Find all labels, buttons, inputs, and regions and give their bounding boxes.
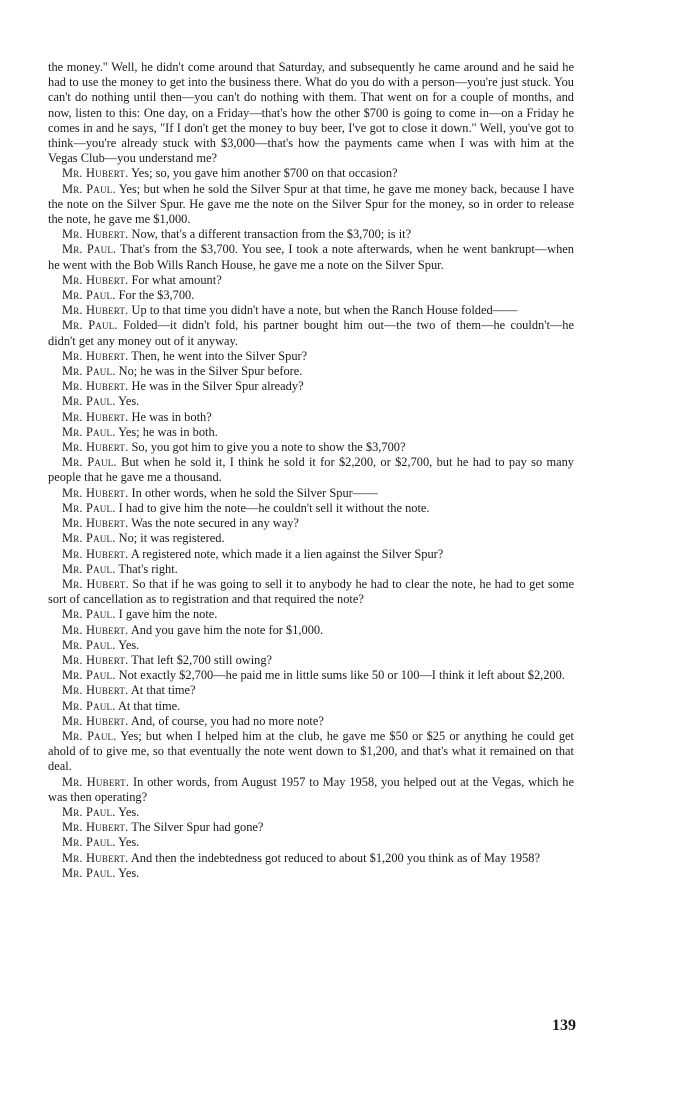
- speech-text: Then, he went into the Silver Spur?: [131, 348, 308, 363]
- speech-text: So that if he was going to sell it to anybody he had to clear the note, he had to get some sort of cancellation as to registration and that required the note?: [48, 576, 574, 607]
- speech-text: Yes.: [118, 865, 140, 880]
- speaker-name: Mr. Paul.: [62, 728, 117, 743]
- testimony-paragraph: [48, 273, 574, 288]
- speaker-name: Mr. Hubert.: [62, 440, 129, 455]
- speech-text: That's right.: [118, 561, 178, 576]
- testimony-paragraph: [48, 653, 574, 668]
- speech-text: For the $3,700.: [118, 288, 195, 303]
- speech-text: And, of course, you had no more note?: [130, 713, 324, 728]
- speech-text: No; he was in the Silver Spur before.: [118, 364, 303, 379]
- speaker-name: Mr. Hubert.: [62, 622, 129, 637]
- speech-text: That left $2,700 still owing?: [131, 652, 273, 667]
- testimony-paragraph: [48, 775, 574, 805]
- speech-text: A registered note, which made it a lien against the Silver Spur?: [130, 546, 444, 561]
- testimony-paragraph: [48, 577, 574, 607]
- speech-text: So, you got him to give you a note to show the $3,700?: [131, 440, 406, 455]
- testimony-paragraph: [48, 683, 574, 698]
- testimony-paragraph: [48, 318, 574, 348]
- speaker-name: Mr. Hubert.: [62, 348, 129, 363]
- speech-text: Yes.: [118, 637, 140, 652]
- speaker-name: Mr. Hubert.: [62, 683, 129, 698]
- testimony-paragraph: [48, 349, 574, 364]
- speech-text: He was in both?: [131, 409, 212, 424]
- testimony-paragraph: [48, 607, 574, 622]
- speech-text: And you gave him the note for $1,000.: [130, 622, 324, 637]
- testimony-paragraph: [48, 851, 574, 866]
- speech-text: Folded—it didn't fold, his partner bought him out—the two of them—he couldn't—he didn't get any money out of it anyway.: [48, 318, 574, 348]
- speaker-name: Mr. Paul.: [62, 607, 116, 622]
- lead-paragraph: the money." Well, he didn't come around that Saturday, and subsequently he came around and he said he had to use the money to get into the business there. What do you do with a person—you're just stuck. You can't do nothing until then—you can't do nothing with them. That went on for a couple of months, and now, listen to this: One day, on a Friday—that's how the other $700 is going to come in—on a Friday he comes in and he says, "If I don't get the money to buy beer, I've got to close it down." Well, you've got to think—you're already stuck with $3,000—that's how the payments came when I was with him at the Vegas Club—you understand me?: [48, 60, 574, 166]
- testimony-paragraph: [48, 547, 574, 562]
- speaker-name: Mr. Paul.: [62, 364, 116, 379]
- speaker-name: Mr. Paul.: [62, 288, 116, 303]
- testimony-paragraph: [48, 501, 574, 516]
- speaker-name: Mr. Hubert.: [62, 485, 129, 500]
- speaker-name: Mr. Paul.: [62, 424, 116, 439]
- testimony-paragraph: [48, 623, 574, 638]
- speaker-name: Mr. Hubert.: [62, 652, 129, 667]
- speaker-name: Mr. Hubert.: [62, 166, 129, 181]
- testimony-paragraph: [48, 394, 574, 409]
- speaker-name: Mr. Paul.: [62, 865, 116, 880]
- speech-text: Yes; but when he sold the Silver Spur at that time, he gave me money back, because I have the note on the Silver Spur. He gave me the note on the Silver Spur for the money, so in order to release the note, he gave me $1,000.: [48, 181, 574, 227]
- speech-text: In other words, from August 1957 to May 1958, you helped out at the Vegas, which he was then operating?: [48, 774, 575, 804]
- speaker-name: Mr. Paul.: [62, 637, 116, 652]
- speech-text: At that time.: [117, 698, 181, 713]
- speaker-name: Mr. Hubert.: [62, 850, 129, 865]
- speaker-name: Mr. Hubert.: [62, 546, 129, 561]
- testimony-paragraph: [48, 516, 574, 531]
- testimony-paragraph: [48, 729, 574, 775]
- testimony-paragraph: [48, 699, 574, 714]
- speech-text: In other words, when he sold the Silver Spur——: [131, 485, 378, 500]
- speaker-name: Mr. Paul.: [62, 500, 116, 515]
- testimony-paragraph: [48, 440, 574, 455]
- speech-text: Yes.: [118, 394, 140, 409]
- speaker-name: Mr. Paul.: [62, 531, 116, 546]
- speech-text: I gave him the note.: [118, 607, 218, 622]
- testimony-paragraph: [48, 486, 574, 501]
- speaker-name: Mr. Hubert.: [62, 516, 129, 531]
- speaker-name: Mr. Paul.: [62, 835, 116, 850]
- testimony-text: [48, 60, 574, 881]
- speaker-name: Mr. Paul.: [62, 804, 116, 819]
- speech-text: And then the indebtedness got reduced to about $1,200 you think as of May 1958?: [130, 850, 541, 865]
- testimony-paragraph: [48, 288, 574, 303]
- speech-text: Up to that time you didn't have a note, but when the Ranch House folded——: [131, 303, 518, 318]
- speaker-name: Mr. Hubert.: [62, 774, 130, 789]
- testimony-paragraph: [48, 379, 574, 394]
- speaker-name: Mr. Paul.: [62, 561, 116, 576]
- speaker-name: Mr. Hubert.: [62, 713, 129, 728]
- speaker-name: Mr. Paul.: [62, 698, 116, 713]
- speech-text: He was in the Silver Spur already?: [131, 379, 304, 394]
- speaker-name: Mr. Paul.: [62, 455, 117, 470]
- testimony-paragraph: [48, 562, 574, 577]
- testimony-paragraph: [48, 866, 574, 881]
- testimony-paragraph: [48, 410, 574, 425]
- speech-text: That's from the $3,700. You see, I took a note afterwards, when he went bankrupt—when he went with the Bob Wills Ranch House, he gave me a note on the Silver Spur.: [48, 242, 574, 272]
- speaker-name: Mr. Paul.: [62, 318, 118, 333]
- testimony-paragraph: [48, 303, 574, 318]
- speech-text: Yes.: [118, 835, 140, 850]
- testimony-paragraph: [48, 805, 574, 820]
- testimony-paragraph: [48, 242, 574, 272]
- speech-text: The Silver Spur had gone?: [131, 820, 264, 835]
- speech-text: Yes; but when I helped him at the club, he gave me $50 or $25 or anything he could get ahold of to give me, so that eventually the note went down to $1,200, and that's what it remained on that deal.: [48, 728, 574, 774]
- speaker-name: Mr. Hubert.: [62, 820, 129, 835]
- speaker-name: Mr. Hubert.: [62, 272, 129, 287]
- speaker-name: Mr. Paul.: [62, 394, 116, 409]
- speech-text: For what amount?: [131, 272, 222, 287]
- speech-text: Yes; so, you gave him another $700 on that occasion?: [131, 166, 398, 181]
- testimony-paragraph: [48, 166, 574, 181]
- speech-text: Was the note secured in any way?: [131, 516, 299, 531]
- testimony-paragraph: [48, 455, 574, 485]
- testimony-paragraph: [48, 531, 574, 546]
- testimony-paragraph: [48, 182, 574, 228]
- speech-text: Not exactly $2,700—he paid me in little sums like 50 or 100—I think it left about $2,200.: [118, 668, 565, 683]
- speech-text: No; it was registered.: [118, 531, 225, 546]
- testimony-paragraph: [48, 668, 574, 683]
- speaker-name: Mr. Hubert.: [62, 379, 129, 394]
- speaker-name: Mr. Paul.: [62, 668, 116, 683]
- speaker-name: Mr. Hubert.: [62, 576, 129, 591]
- testimony-paragraph: [48, 638, 574, 653]
- speaker-name: Mr. Hubert.: [62, 303, 129, 318]
- speaker-name: Mr. Paul.: [62, 242, 117, 257]
- testimony-paragraph: [48, 714, 574, 729]
- speech-text: Yes; he was in both.: [118, 424, 218, 439]
- testimony-paragraph: [48, 820, 574, 835]
- speaker-name: Mr. Paul.: [62, 181, 116, 196]
- testimony-paragraph: [48, 364, 574, 379]
- speaker-name: Mr. Hubert.: [62, 227, 129, 242]
- testimony-paragraph: [48, 425, 574, 440]
- speaker-name: Mr. Hubert.: [62, 409, 129, 424]
- speech-text: At that time?: [130, 683, 196, 698]
- page-number: 139: [552, 1017, 576, 1034]
- testimony-paragraph: [48, 227, 574, 242]
- speech-text: I had to give him the note—he couldn't sell it without the note.: [118, 500, 430, 515]
- testimony-paragraph: [48, 835, 574, 850]
- speech-text: But when he sold it, I think he sold it for $2,200, or $2,700, but he had to pay so many people that he gave me a thousand.: [48, 455, 574, 485]
- speech-text: Yes.: [118, 804, 140, 819]
- speech-text: Now, that's a different transaction from the $3,700; is it?: [131, 227, 412, 242]
